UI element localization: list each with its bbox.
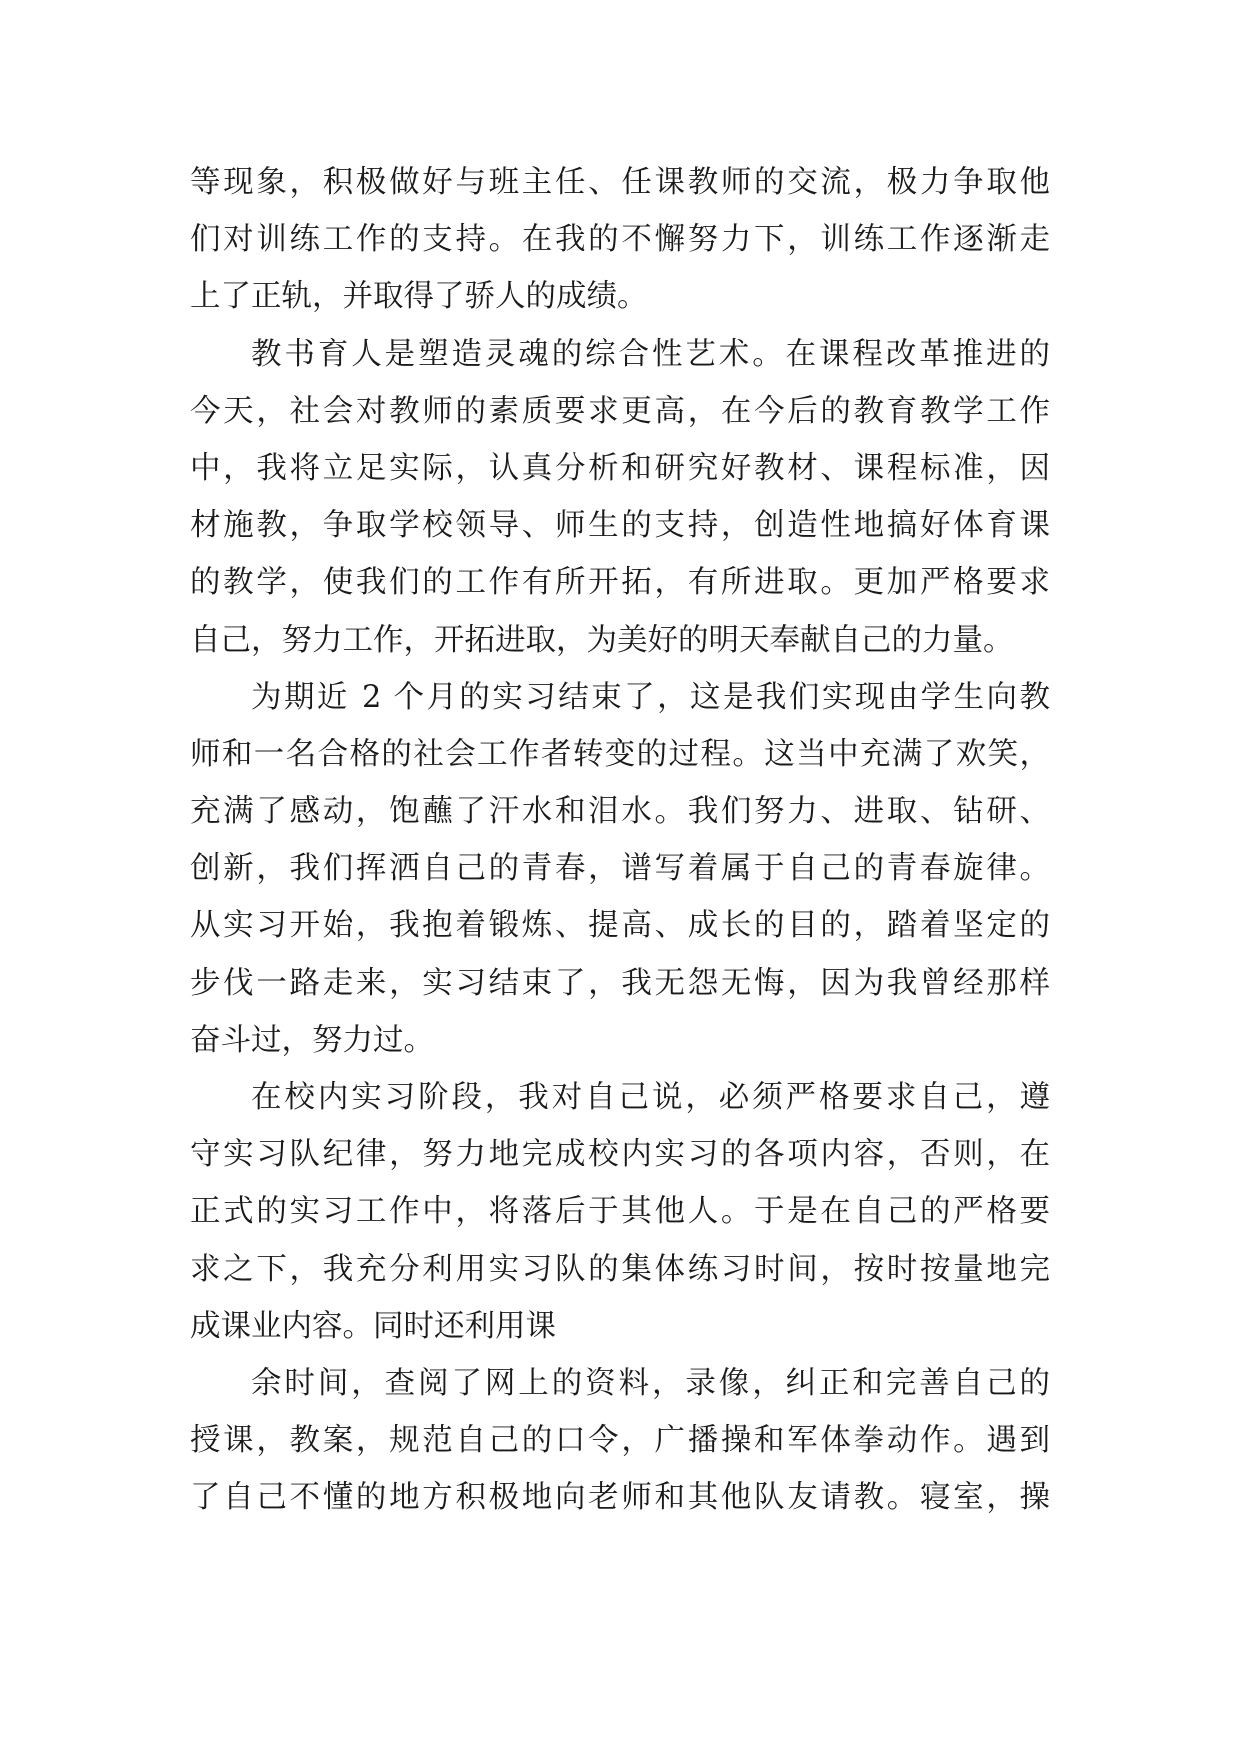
paragraph-first-line: 余时间，查阅了网上的资料，录像，纠正和完善自己的 [251, 1365, 1050, 1401]
paragraph-first-line: 教书育人是塑造灵魂的综合性艺术。在课程改革推进的 [251, 336, 1050, 372]
body-text [190, 154, 1050, 1527]
text-line: 守实习队纪律，努力地完成校内实习的各项内容，否则，在 [190, 1137, 1050, 1173]
text-line: 今天，社会对教师的素质要求更高，在今后的教育教学工作 [190, 393, 1050, 429]
paragraph-first-line: 为期近 2 个月的实习结束了，这是我们实现由学生向教 [251, 679, 1050, 715]
text-line: 步伐一路走来，实习结束了，我无怨无悔，因为我曾经那样 [190, 965, 1050, 1001]
text-line: 授课，教案，规范自己的口令，广播操和军体拳动作。遇到 [190, 1423, 1050, 1459]
text-line: 的教学，使我们的工作有所开拓，有所进取。更加严格要求 [190, 565, 1050, 601]
text-line: 师和一名合格的社会工作者转变的过程。这当中充满了欢笑， [190, 736, 1050, 772]
text-line: 材施教，争取学校领导、师生的支持，创造性地搞好体育课 [190, 508, 1050, 544]
text-line: 创新，我们挥洒自己的青春，谱写着属于自己的青春旋律。 [190, 851, 1050, 887]
text-line: 充满了感动，饱蘸了汗水和泪水。我们努力、进取、钻研、 [190, 794, 1050, 830]
text-line: 成课业内容。同时还利用课 [190, 1308, 556, 1344]
text-line: 上了正轨，并取得了骄人的成绩。 [190, 279, 648, 315]
text-line: 从实习开始，我抱着锻炼、提高、成长的目的，踏着坚定的 [190, 908, 1050, 944]
text-line: 们对训练工作的支持。在我的不懈努力下，训练工作逐渐走 [190, 222, 1050, 258]
text-line: 了自己不懂的地方积极地向老师和其他队友请教。寝室，操 [190, 1480, 1050, 1516]
text-line: 等现象，积极做好与班主任、任课教师的交流，极力争取他 [190, 165, 1050, 200]
text-line: 中，我将立足实际，认真分析和研究好教材、课程标准，因 [190, 450, 1050, 486]
text-line: 正式的实习工作中，将落后于其他人。于是在自己的严格要 [190, 1194, 1050, 1230]
text-line: 奋斗过，努力过。 [190, 1022, 434, 1058]
text-line: 求之下，我充分利用实习队的集体练习时间，按时按量地完 [190, 1251, 1050, 1287]
text-line: 自己，努力工作，开拓进取，为美好的明天奉献自己的力量。 [190, 622, 1014, 658]
paragraph-first-line: 在校内实习阶段，我对自己说，必须严格要求自己，遵 [251, 1080, 1050, 1115]
